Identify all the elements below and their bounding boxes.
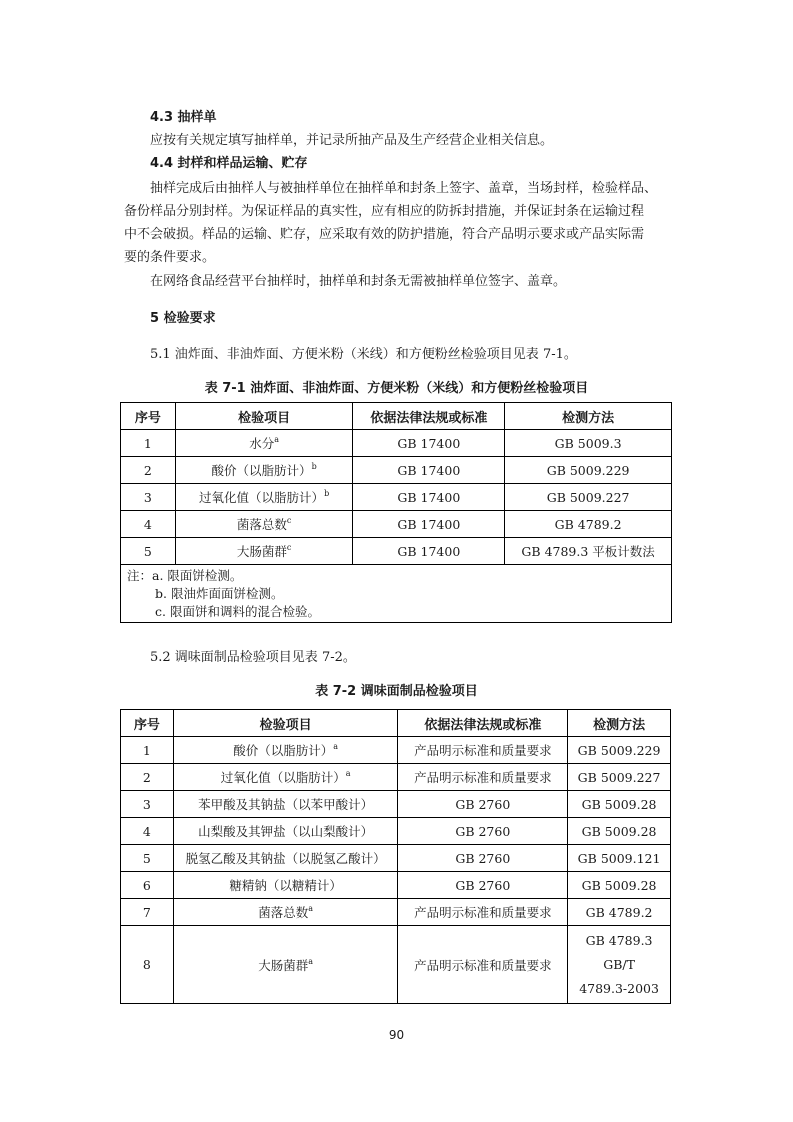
test-item: 过氧化值（以脂肪计）$^b$	[175, 484, 353, 511]
section-4-4-title: 4.4 封样和样品运输、贮存	[150, 156, 308, 171]
test-item: 水分$^a$	[175, 430, 353, 457]
method-cell: GB 5009.227	[568, 764, 671, 791]
table-row	[121, 484, 672, 511]
section-4-3-title: 4.3 抽样单	[150, 110, 217, 125]
table-header-cell: 检测方法	[505, 403, 672, 430]
method-cell	[568, 926, 671, 1004]
table-row	[121, 511, 672, 538]
table-header-cell: 序号	[121, 710, 174, 737]
basis-cell: GB 17400	[353, 430, 505, 457]
test-item: 菌落总数$^c$	[175, 511, 353, 538]
method-cell: GB 5009.28	[568, 791, 671, 818]
table-row	[121, 872, 671, 899]
section-4-4-extra: 在网络食品经营平台抽样时，抽样单和封条无需被抽样单位签字、盖章。	[150, 274, 567, 289]
test-item: 苯甲酸及其钠盐（以苯甲酸计）	[173, 791, 398, 818]
note-b: b. 限油炸面面饼检测。	[155, 585, 284, 601]
section-4-4-line: 要的条件要求。	[124, 250, 216, 265]
row-number: 1	[121, 737, 174, 764]
table-7-2-caption: 表 7-2 调味面制品检验项目	[315, 684, 478, 699]
row-number: 8	[121, 926, 174, 1004]
basis-cell: GB 2760	[398, 818, 568, 845]
method-cell: GB 5009.3	[505, 430, 672, 457]
row-number: 3	[121, 484, 176, 511]
basis-cell: GB 2760	[398, 872, 568, 899]
table-row	[121, 764, 671, 791]
test-item: 酸价（以脂肪计）$^a$	[173, 737, 398, 764]
basis-cell: 产品明示标准和质量要求	[398, 764, 568, 791]
method-cell: GB 5009.28	[568, 818, 671, 845]
method-cell: GB 4789.2	[568, 899, 671, 926]
test-item: 大肠菌群$^a$	[173, 926, 398, 1004]
table-header-cell: 检测方法	[568, 710, 671, 737]
table-7-2	[120, 709, 671, 1004]
table-header-cell: 依据法律法规或标准	[398, 710, 568, 737]
row-number: 4	[121, 511, 176, 538]
page-number: 90	[388, 1028, 405, 1042]
table-7-1-caption: 表 7-1 油炸面、非油炸面、方便米粉（米线）和方便粉丝检验项目	[204, 381, 589, 396]
basis-cell: 产品明示标准和质量要求	[398, 737, 568, 764]
table-row	[121, 538, 672, 565]
table-row	[121, 818, 671, 845]
note-c: c. 限面饼和调料的混合检验。	[155, 603, 320, 619]
table-header-cell: 检验项目	[175, 403, 353, 430]
table-row	[121, 791, 671, 818]
table-row	[121, 845, 671, 872]
section-4-3-text: 应按有关规定填写抽样单，并记录所抽产品及生产经营企业相关信息。	[150, 133, 554, 148]
basis-cell: GB 17400	[353, 538, 505, 565]
method-cell: GB 5009.229	[568, 737, 671, 764]
table-row	[121, 737, 671, 764]
section-5-2-text: 5.2 调味面制品检验项目见表 7-2。	[150, 650, 356, 665]
row-number: 4	[121, 818, 174, 845]
test-item: 酸价（以脂肪计）$^b$	[175, 457, 353, 484]
test-item: 大肠菌群$^c$	[175, 538, 353, 565]
section-5-title: 5 检验要求	[150, 311, 216, 326]
method-cell: GB 5009.227	[505, 484, 672, 511]
row-number: 5	[121, 845, 174, 872]
row-number: 6	[121, 872, 174, 899]
table-header-cell: 序号	[121, 403, 176, 430]
table-row	[121, 430, 672, 457]
basis-cell: GB 17400	[353, 457, 505, 484]
test-item: 糖精钠（以糖精计）	[173, 872, 398, 899]
test-item: 脱氢乙酸及其钠盐（以脱氢乙酸计）	[173, 845, 398, 872]
table-7-1	[120, 402, 672, 623]
table-row	[121, 899, 671, 926]
row-number: 2	[121, 764, 174, 791]
basis-cell: GB 17400	[353, 511, 505, 538]
section-5-1-text: 5.1 油炸面、非油炸面、方便米粉（米线）和方便粉丝检验项目见表 7-1。	[150, 347, 577, 362]
row-number: 1	[121, 430, 176, 457]
method-cell: GB 4789.2	[505, 511, 672, 538]
table-header-cell: 检验项目	[173, 710, 398, 737]
method-line: GB 4789.3	[585, 932, 653, 948]
method-line: GB/T	[603, 956, 635, 972]
section-4-4-line: 中不会破损。样品的运输、贮存，应采取有效的防护措施，符合产品明示要求或产品实际需	[124, 227, 645, 242]
method-cell: GB 5009.28	[568, 872, 671, 899]
section-4-4-line: 抽样完成后由抽样人与被抽样单位在抽样单和封条上签字、盖章，当场封样，检验样品、	[150, 181, 658, 196]
row-number: 3	[121, 791, 174, 818]
basis-cell: GB 2760	[398, 845, 568, 872]
note-a: 注：a. 限面饼检测。	[127, 567, 243, 583]
test-item: 山梨酸及其钾盐（以山梨酸计）	[173, 818, 398, 845]
method-cell: GB 5009.121	[568, 845, 671, 872]
method-cell: GB 5009.229	[505, 457, 672, 484]
row-number: 7	[121, 899, 174, 926]
section-4-4-line: 备份样品分别封样。为保证样品的真实性，应有相应的防拆封措施，并保证封条在运输过程	[124, 204, 645, 219]
basis-cell: 产品明示标准和质量要求	[398, 926, 568, 1004]
table-row	[121, 926, 671, 1004]
method-cell: GB 4789.3 平板计数法	[505, 538, 672, 565]
row-number: 5	[121, 538, 176, 565]
table-row	[121, 457, 672, 484]
basis-cell: 产品明示标准和质量要求	[398, 899, 568, 926]
basis-cell: GB 17400	[353, 484, 505, 511]
test-item: 过氧化值（以脂肪计）$^a$	[173, 764, 398, 791]
basis-cell: GB 2760	[398, 791, 568, 818]
table-notes	[121, 565, 672, 623]
row-number: 2	[121, 457, 176, 484]
table-header-cell: 依据法律法规或标准	[353, 403, 505, 430]
method-line: 4789.3-2003	[579, 980, 659, 996]
test-item: 菌落总数$^a$	[173, 899, 398, 926]
